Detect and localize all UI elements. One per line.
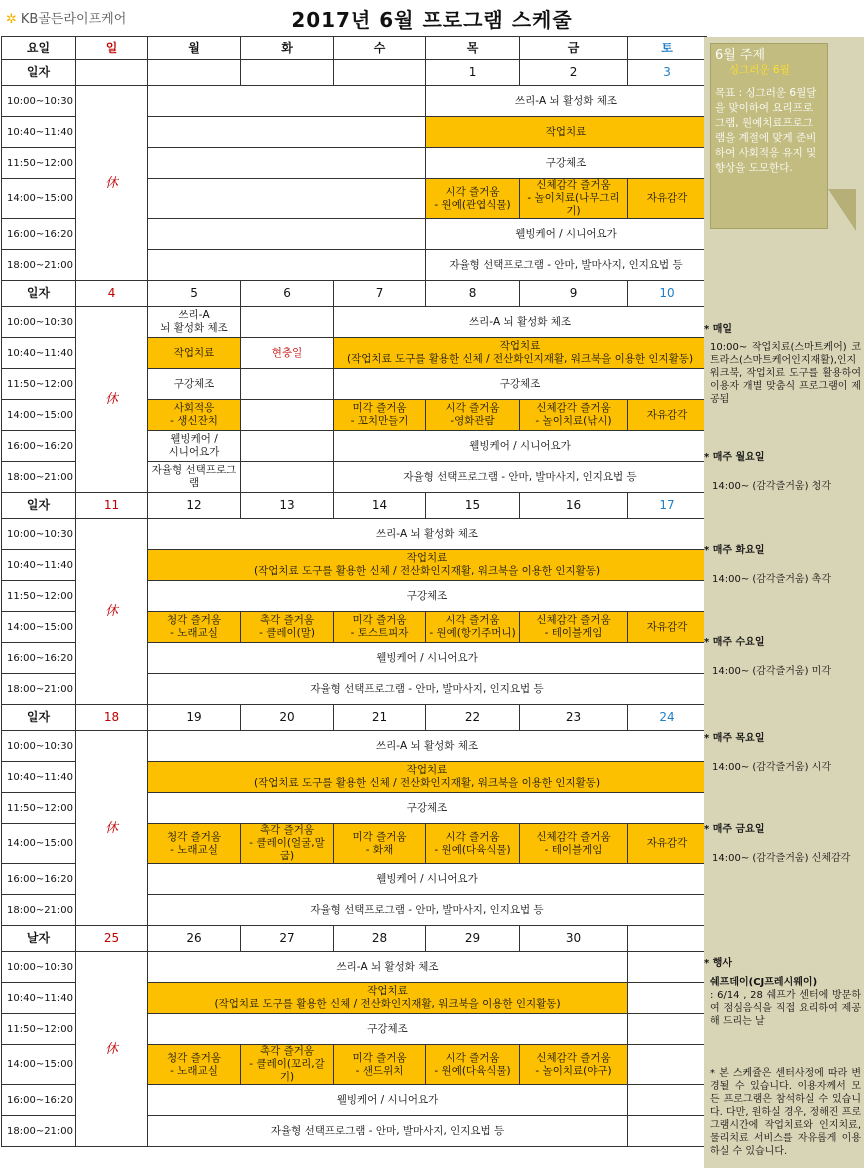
time-row [2,731,707,762]
program-cell [148,674,707,705]
program-cell [148,219,426,250]
time-slot: 18:00~21:00 [2,895,76,926]
program-cell [334,462,707,493]
date-row-label: 일자 [2,60,76,86]
monday-heading: * 매주 월요일 [704,452,765,463]
program-text: 쓰리-A 뇌 활성화 체조 [375,527,479,540]
program-cell [148,895,707,926]
program-text: 시각 즐거움 [445,185,500,198]
theme-subtitle: 싱그러운 6월 [729,64,790,76]
program-cell [628,1045,707,1085]
program-text: 자율형 선택프로그램 - 안마, 발마사지, 인지요법 등 [310,903,544,916]
program-text: 작업치료 [499,340,541,352]
date-cell: 26 [148,926,241,952]
sunday-closed-mark: 休 [76,731,148,926]
program-text: - 꼬치만들기 [350,415,409,427]
program-text: 미각 즐거움 [352,614,407,626]
wednesday-section [704,636,864,678]
program-cell [426,612,520,643]
wednesday-heading: * 매주 수요일 [704,637,765,648]
time-slot: 11:50~12:00 [2,793,76,824]
program-cell [426,250,707,281]
date-cell [76,60,148,86]
program-cell [148,612,241,643]
program-cell [334,612,426,643]
program-text: - 샌드위치 [355,1064,404,1077]
program-cell [148,643,707,674]
program-text: 쓰리-A 뇌 활성화 체조 [468,315,572,328]
weekday-header-label: 요일 [2,37,76,60]
time-slot: 10:40~11:40 [2,117,76,148]
program-cell [426,179,520,219]
weekday-6: 토 [628,37,707,60]
time-slot: 18:00~21:00 [2,674,76,705]
program-cell [148,338,241,369]
program-cell [148,307,241,338]
program-cell [628,1085,707,1116]
time-row [2,952,707,983]
program-cell [426,86,707,117]
program-cell [426,400,520,431]
program-cell [628,983,707,1014]
program-text: 작업치료 [173,346,215,359]
date-cell [148,60,241,86]
time-slot: 10:00~10:30 [2,731,76,762]
program-text: 웰빙케어 / 시니어요가 [336,1093,439,1106]
time-row [2,86,707,117]
program-text: 미각 즐거움 [352,830,407,843]
date-cell: 13 [241,493,334,519]
event-section [704,957,864,1028]
date-cell [334,60,426,86]
date-cell: 1 [426,60,520,86]
program-text: 청각 즐거움 [166,1051,222,1064]
date-cell: 23 [520,705,628,731]
date-cell: 16 [520,493,628,519]
sunday-closed-mark: 休 [76,307,148,493]
program-text: -영화관람 [450,415,495,427]
program-text: - 놀이치료(나무그리기) [527,192,620,217]
program-text: - 원예(다육식물) [434,843,511,856]
program-text: - 클레이(꼬리,갈기) [249,1058,325,1083]
date-row [2,705,707,731]
program-text: (작업치료 도구를 활용한 신체 / 전산화인지재활, 워크북을 이용한 인지활동) [253,565,601,577]
time-slot: 11:50~12:00 [2,369,76,400]
program-text: 웰빙케어 / 시니어요가 [376,872,478,885]
program-cell [628,824,707,864]
date-cell [628,926,707,952]
program-text: - 토스트피자 [350,627,409,639]
program-cell [241,307,334,338]
program-text: 자율형 선택프로그램 [151,464,237,489]
event-heading: * 행사 [704,958,733,969]
date-cell: 18 [76,705,148,731]
program-text: 쓰리-A [178,309,210,321]
time-slot: 10:40~11:40 [2,762,76,793]
program-cell [241,338,334,369]
program-cell [628,179,707,219]
program-text: - 원예(항기주머니) [429,627,516,639]
event-text: : 6/14 , 28 쉐프가 센터에 방문하여 점심음식을 직접 요리하여 제공해 드리는 날 [710,990,861,1027]
program-cell [334,338,707,369]
time-slot: 10:40~11:40 [2,983,76,1014]
date-row [2,493,707,519]
date-cell: 7 [334,281,426,307]
date-row [2,60,707,86]
program-cell [148,1116,628,1147]
program-cell [426,148,707,179]
program-cell [628,612,707,643]
program-cell [148,250,426,281]
date-cell: 29 [426,926,520,952]
tuesday-heading: * 매주 화요일 [704,545,765,556]
logo-text: KB골든라이프케어 [20,12,127,27]
program-text: 시각 즐거움 [445,1051,500,1064]
date-cell: 19 [148,705,241,731]
program-text: 청각 즐거움 [166,830,222,843]
date-cell: 30 [520,926,628,952]
program-cell [426,1045,520,1085]
time-slot: 11:50~12:00 [2,148,76,179]
footnote-text: * 본 스케쥴은 센터사정에 따라 변경될 수 있습니다. 이용자께서 모든 프로그램은 참석하실 수 있습니다. 다만, 원하실 경우, 정해진 프로그램시간에 작업치료와 인지치료, 물리치료 서비스를 자유롭게 이용하실 수 있습니다. [710,1068,862,1157]
program-text: (작업치료 도구를 활용한 신체 / 전산화인지재활, 워크북을 이용한 인지활동) [346,353,694,365]
program-text: 시각 즐거움 [445,402,500,414]
daily-section [704,323,864,406]
program-text: - 노래교실 [170,843,218,856]
program-cell [148,369,241,400]
time-slot: 16:00~16:20 [2,1085,76,1116]
program-cell [148,86,426,117]
date-cell: 11 [76,493,148,519]
time-slot: 10:00~10:30 [2,307,76,338]
thursday-section [704,732,864,774]
friday-heading: * 매주 금요일 [704,824,765,835]
program-text: - 놀이치료(낚시) [535,415,612,427]
time-slot: 11:50~12:00 [2,581,76,612]
date-cell: 12 [148,493,241,519]
program-cell [426,824,520,864]
program-cell [148,581,707,612]
program-cell [148,148,426,179]
program-cell [148,462,241,493]
time-slot: 14:00~15:00 [2,612,76,643]
program-text: 자유감각 [646,620,688,633]
program-text: 자유감각 [646,192,688,204]
program-text: 미각 즐거움 [352,1051,407,1064]
footnote-section [704,1067,864,1158]
program-text: 구강체조 [367,1022,408,1035]
time-slot: 10:00~10:30 [2,86,76,117]
time-row [2,519,707,550]
weekday-2: 화 [241,37,334,60]
program-cell [520,1045,628,1085]
program-cell [148,864,707,895]
date-row-label: 날자 [2,926,76,952]
program-text: 구강체조 [545,156,587,169]
program-text: 현충일 [271,346,303,359]
program-cell [241,824,334,864]
program-cell [334,1045,426,1085]
program-text: 자유감각 [646,837,688,849]
theme-title: 6월 주제 [715,48,766,63]
date-cell: 14 [334,493,426,519]
date-cell: 9 [520,281,628,307]
time-slot: 14:00~15:00 [2,179,76,219]
program-text: - 원예(다육식물) [434,1064,511,1077]
date-row-label: 일자 [2,493,76,519]
date-cell: 22 [426,705,520,731]
program-text: 작업치료 [406,764,448,776]
program-cell [148,179,426,219]
program-text: 청각 즐거움 [166,614,222,626]
program-text: 자율형 선택프로그램 - 안마, 발마사지, 인지요법 등 [403,470,637,483]
theme-note [710,43,828,229]
program-text: 시각 즐거움 [445,830,500,843]
program-text: (작업치료 도구를 활용한 신체 / 전산화인지재활, 워크북을 이용한 인지활동) [214,998,561,1010]
time-slot: 14:00~15:00 [2,1045,76,1085]
monday-text: 14:00~ (감각즐거움) 청각 [712,481,831,492]
program-text: 촉각 즐거움 [259,614,315,626]
program-text: 작업치료 [367,985,408,997]
program-cell [148,983,628,1014]
date-cell [241,60,334,86]
page-header [0,0,864,36]
program-text: 촉각 즐거움 [259,824,315,836]
date-row-label: 일자 [2,281,76,307]
daily-text: 10:00~ 작업치료(스마트케어) 코트라스(스마트케어인지재활),인지워크북, 작업치료 도구를 활용하여 이용자 개별 맞춤식 프로그램이 제공됨 [710,342,861,405]
friday-text: 14:00~ (감각즐거움) 신체감각 [712,853,851,864]
program-text: 웰빙케어 / 시니어요가 [515,227,617,240]
program-cell [334,307,707,338]
theme-goal: 목표 : 싱그러운 6월달을 맞이하여 요리프로그램, 원예치료프로그램을 계절에 맞게 준비하여 사회적응 유지 및 향상을 도모한다. [715,87,817,174]
time-slot: 10:00~10:30 [2,519,76,550]
thursday-text: 14:00~ (감각즐거움) 시각 [712,762,831,773]
sunday-closed-mark: 休 [76,86,148,281]
program-cell [241,400,334,431]
page-title: 2017년 6월 프로그램 스케줄 [291,8,573,32]
time-slot: 16:00~16:20 [2,431,76,462]
program-text: 뇌 활성화 체조 [160,322,228,334]
program-text: 신체감각 즐거움 [536,614,611,626]
time-slot: 16:00~16:20 [2,643,76,674]
program-text: 자율형 선택프로그램 - 안마, 발마사지, 인지요법 등 [449,258,683,271]
tuesday-section [704,544,864,586]
program-cell [241,369,334,400]
program-text: - 노래교실 [170,1064,218,1077]
program-text: 쓰리-A 뇌 활성화 체조 [336,960,439,973]
program-text: - 화채 [365,843,394,856]
program-cell [148,519,707,550]
program-text: 구강체조 [406,801,448,814]
date-row [2,926,707,952]
date-row [2,281,707,307]
weekday-1: 월 [148,37,241,60]
thursday-heading: * 매주 목요일 [704,733,765,744]
program-text: - 테이블게임 [544,843,603,856]
program-text: - 노래교실 [170,627,218,639]
weekday-3: 수 [334,37,426,60]
program-cell [334,824,426,864]
program-text: 사회적응 [173,402,215,414]
date-cell: 27 [241,926,334,952]
program-cell [148,117,426,148]
program-text: 쓰리-A 뇌 활성화 체조 [514,94,618,107]
program-text: 촉각 즐거움 [259,1045,315,1057]
program-text: (작업치료 도구를 활용한 신체 / 전산화인지재활, 워크북을 이용한 인지활동) [253,777,601,789]
program-cell [148,793,707,824]
program-cell [148,1045,241,1085]
program-cell [426,219,707,250]
program-text: - 테이블게임 [544,627,603,639]
program-cell [241,612,334,643]
date-cell: 10 [628,281,707,307]
schedule-table [1,36,707,1147]
date-cell: 25 [76,926,148,952]
time-row [2,307,707,338]
time-slot: 14:00~15:00 [2,400,76,431]
weekday-4: 목 [426,37,520,60]
star-logo-icon: ✲ [6,12,17,27]
program-text: - 원예(관엽식물) [434,198,511,211]
program-text: 신체감각 즐거움 [536,830,611,843]
program-text: - 놀이치료(야구) [535,1064,612,1077]
date-cell: 3 [628,60,707,86]
tuesday-text: 14:00~ (감각즐거움) 촉각 [712,574,831,585]
time-slot: 18:00~21:00 [2,462,76,493]
program-text: 시니어요가 [168,446,220,458]
program-text: 미각 즐거움 [352,402,407,414]
sunday-closed-mark: 休 [76,952,148,1147]
date-cell: 24 [628,705,707,731]
program-text: 시각 즐거움 [445,614,500,626]
time-slot: 10:40~11:40 [2,338,76,369]
daily-heading: * 매일 [704,324,733,335]
time-slot: 10:00~10:30 [2,952,76,983]
program-text: - 클레이(얼굴,말굽) [249,837,325,862]
program-cell [241,462,334,493]
program-text: 작업치료 [406,552,448,564]
date-cell: 28 [334,926,426,952]
date-cell: 6 [241,281,334,307]
program-text: 자율형 선택프로그램 - 안마, 발마사지, 인지요법 등 [270,1124,505,1137]
program-cell [148,431,241,462]
time-slot: 18:00~21:00 [2,1116,76,1147]
wednesday-text: 14:00~ (감각즐거움) 미각 [712,666,831,677]
program-text: 구강체조 [406,589,448,602]
weekday-row [2,37,707,60]
time-slot: 16:00~16:20 [2,864,76,895]
program-cell [148,1085,628,1116]
friday-section [704,823,864,865]
time-slot: 18:00~21:00 [2,250,76,281]
program-cell [628,952,707,983]
program-cell [148,762,707,793]
program-text: 쓰리-A 뇌 활성화 체조 [375,739,479,752]
monday-section [704,451,864,493]
program-text: 자율형 선택프로그램 - 안마, 발마사지, 인지요법 등 [310,682,544,695]
program-cell [628,1116,707,1147]
program-text: 자유감각 [646,408,688,421]
program-text: 웰빙케어 / 시니어요가 [469,439,571,452]
sunday-closed-mark: 休 [76,519,148,705]
program-cell [628,1014,707,1045]
program-text: 웰빙케어 / 시니어요가 [376,651,478,664]
time-slot: 11:50~12:00 [2,1014,76,1045]
program-text: 신체감각 즐거움 [536,402,611,414]
program-cell [148,731,707,762]
program-cell [148,400,241,431]
program-text: - 생신잔치 [170,415,218,427]
date-cell: 21 [334,705,426,731]
program-cell [148,1014,628,1045]
note-fold-corner [828,189,856,231]
program-cell [241,1045,334,1085]
date-cell: 20 [241,705,334,731]
date-cell: 8 [426,281,520,307]
weekday-5: 금 [520,37,628,60]
program-cell [241,431,334,462]
event-name: 쉐프데이(CJ프레시웨이) [710,977,818,988]
time-slot: 16:00~16:20 [2,219,76,250]
program-text: 구강체조 [173,377,215,390]
time-slot: 10:40~11:40 [2,550,76,581]
program-text: 신체감각 즐거움 [536,179,611,191]
program-text: 신체감각 즐거움 [536,1051,611,1064]
date-cell: 15 [426,493,520,519]
program-cell [426,117,707,148]
date-cell: 5 [148,281,241,307]
info-sidebar [704,37,864,1168]
program-cell [334,369,707,400]
program-text: 작업치료 [545,125,587,138]
date-cell: 17 [628,493,707,519]
program-text: - 클레이(말) [259,627,315,639]
program-text: 구강체조 [499,377,541,390]
program-cell [148,550,707,581]
program-cell [334,431,707,462]
program-text: 웰빙케어 / [170,433,218,445]
date-row-label: 일자 [2,705,76,731]
program-cell [628,400,707,431]
program-cell [148,824,241,864]
program-cell [520,179,628,219]
program-cell [520,824,628,864]
program-cell [520,400,628,431]
program-cell [334,400,426,431]
time-slot: 14:00~15:00 [2,824,76,864]
date-cell: 4 [76,281,148,307]
program-cell [148,952,628,983]
weekday-0: 일 [76,37,148,60]
date-cell: 2 [520,60,628,86]
program-cell [520,612,628,643]
